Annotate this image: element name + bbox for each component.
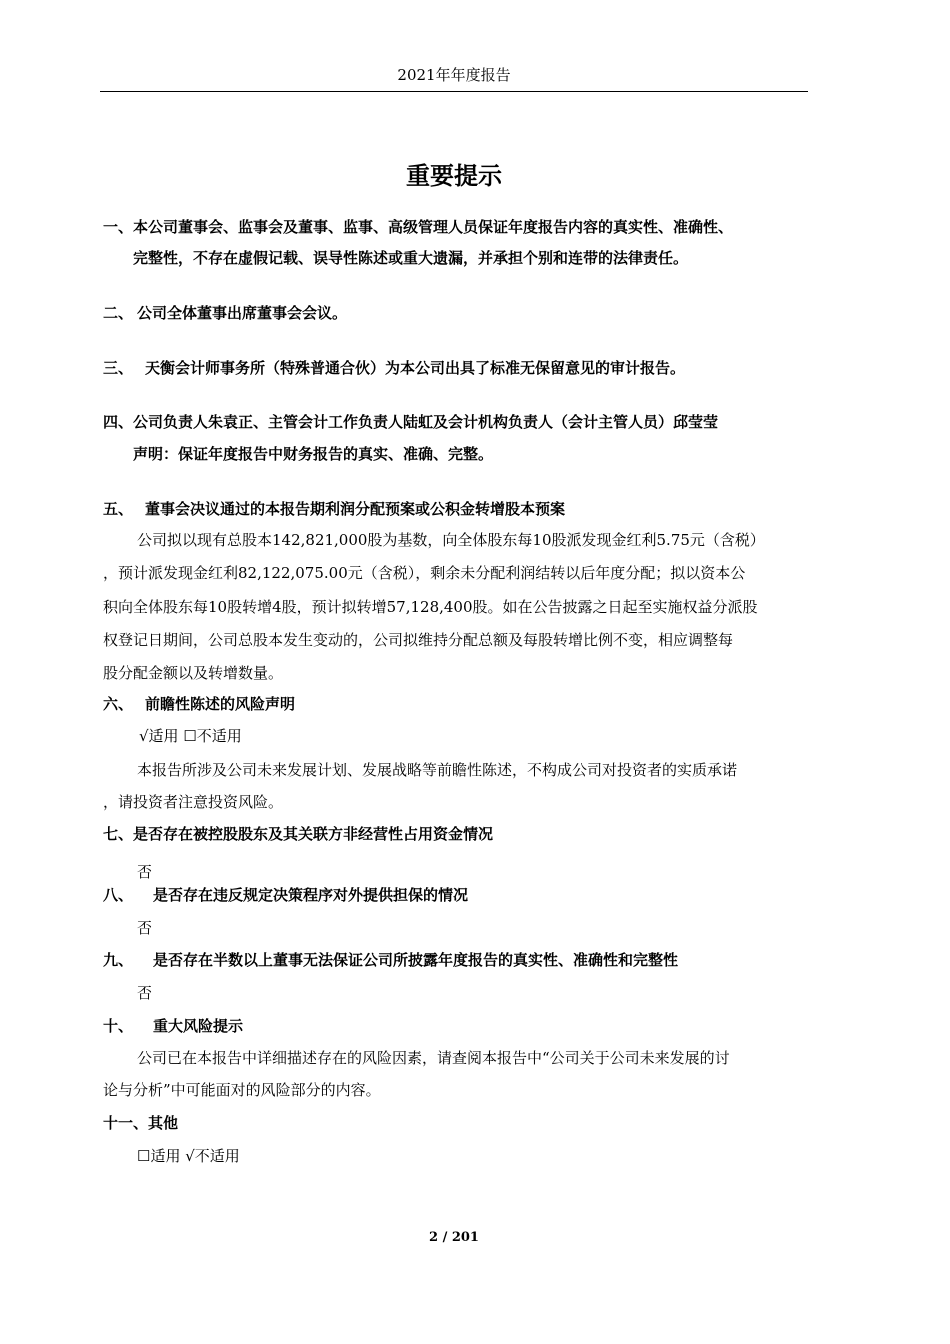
section-10-paragraph-line-1: 公司已在本报告中详细描述存在的风险因素，请查阅本报告中“公司关于公司未来发展的讨: [137, 1049, 730, 1067]
section-9-number: 九、: [103, 951, 134, 969]
running-header: 2021年年度报告: [397, 66, 511, 84]
section-1-number: 一、: [103, 218, 134, 236]
section-7-number: 七、: [103, 825, 134, 843]
section-8-heading: 八、 是否存在违反规定决策程序对外提供担保的情况: [103, 886, 469, 904]
section-5-paragraph-line-4: 权登记日期间，公司总股本发生变动的，公司拟维持分配总额及每股转增比例不变，相应调整每: [103, 631, 734, 649]
section-11-heading: 十一、其他: [103, 1114, 179, 1132]
section-4-line-2: 声明：保证年度报告中财务报告的真实、准确、完整。: [133, 445, 494, 463]
section-3: 三、 天衡会计师事务所（特殊普通合伙）为本公司出具了标准无保留意见的审计报告。: [103, 359, 686, 377]
section-8-answer: 否: [137, 919, 153, 937]
section-6-applicability-options: √适用 ☐不适用: [139, 727, 242, 745]
section-11-number: 十一、: [103, 1114, 149, 1132]
section-9-answer: 否: [137, 984, 153, 1002]
section-5-paragraph-line-3: 积向全体股东每10股转增4股，预计拟转增57,128,400股。如在公告披露之日起至实施权益分派股: [103, 598, 758, 616]
section-6-number: 六、: [103, 695, 134, 713]
section-5-paragraph-line-5: 股分配金额以及转增数量。: [103, 664, 284, 682]
section-5-paragraph-line-1: 公司拟以现有总股本142,821,000股为基数，向全体股东每10股派发现金红利5.75元（含税）: [137, 531, 765, 549]
section-11-applicability-options: ☐适用 √不适用: [137, 1147, 240, 1165]
section-7-heading: 七、是否存在被控股股东及其关联方非经营性占用资金情况: [103, 825, 494, 843]
section-10-paragraph-line-2: 论与分析”中可能面对的风险部分的内容。: [103, 1081, 381, 1099]
section-5-heading: 五、 董事会决议通过的本报告期利润分配预案或公积金转增股本预案: [103, 500, 566, 518]
section-6-paragraph-line-2: ，请投资者注意投资风险。: [103, 793, 284, 811]
section-4-line-1: 四、公司负责人朱袁正、主管会计工作负责人陆虹及会计机构负责人（会计主管人员）邱莹莹: [103, 413, 719, 431]
section-3-number: 三、: [103, 359, 134, 377]
page-number: 2 / 201: [429, 1230, 479, 1245]
section-9-heading: 九、 是否存在半数以上董事无法保证公司所披露年度报告的真实性、准确性和完整性: [103, 951, 679, 969]
section-5-number: 五、: [103, 500, 134, 518]
section-4-number: 四、: [103, 413, 134, 431]
section-10-number: 十、: [103, 1017, 134, 1035]
page-title: 重要提示: [406, 162, 502, 190]
section-1-line-1: 一、本公司董事会、监事会及董事、监事、高级管理人员保证年度报告内容的真实性、准确性、: [103, 218, 734, 236]
section-6-heading: 六、 前瞻性陈述的风险声明: [103, 695, 296, 713]
section-2-number: 二、: [103, 304, 134, 322]
section-7-answer: 否: [137, 863, 153, 881]
section-10-heading: 十、 重大风险提示: [103, 1017, 244, 1035]
section-5-paragraph-line-2: ，预计派发现金红利82,122,075.00元（含税），剩余未分配利润结转以后年度分配；拟以资本公: [103, 564, 746, 582]
section-2: 二、 公司全体董事出席董事会会议。: [103, 304, 348, 322]
header-divider: [100, 91, 808, 92]
section-8-number: 八、: [103, 886, 134, 904]
section-1-line-2: 完整性，不存在虚假记载、误导性陈述或重大遗漏，并承担个别和连带的法律责任。: [133, 249, 689, 267]
section-6-paragraph-line-1: 本报告所涉及公司未来发展计划、发展战略等前瞻性陈述，不构成公司对投资者的实质承诺: [137, 761, 738, 779]
